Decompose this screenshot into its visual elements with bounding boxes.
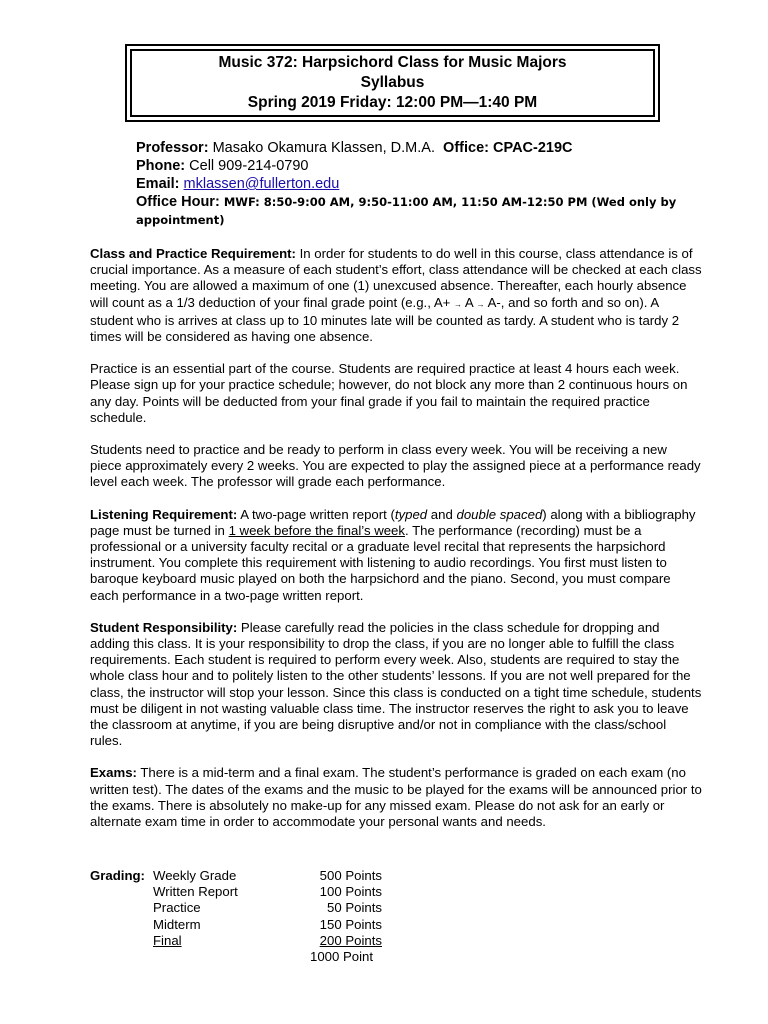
contact-block	[136, 139, 696, 229]
grading-item: Midterm	[153, 916, 201, 932]
listening-text-c: . The performance (recording) must be a professional or a university faculty recital or a graduate level recital that represents the harpsichord instrument. You complete this requirement with listening to audio recordings. You first must listen to baroque keyboard music played on both the harpsichord and the piano. Second, you must compare each performance in a two-page written report.	[90, 522, 671, 603]
listening-typed: typed	[394, 506, 428, 522]
perform-paragraph: Students need to practice and be ready to perform in class every week. You will be receiving a new piece approximately every 2 weeks. You are expected to play the assigned piece at a performance ready level each week. The professor will grade each performance.	[90, 442, 701, 490]
listening-deadline: 1 week before the final’s week	[228, 522, 405, 538]
arrow-icon: →	[453, 299, 462, 309]
responsibility-heading: Student Responsibility:	[90, 619, 238, 635]
document-type: Syllabus	[360, 74, 425, 91]
listening-heading: Listening Requirement:	[90, 506, 238, 522]
course-title: Music 372: Harpsichord Class for Music Majors	[218, 54, 567, 71]
responsibility-paragraph	[90, 620, 702, 750]
grading-points: 200 Points	[319, 932, 382, 948]
grading-points: 50 Points	[327, 900, 382, 916]
listening-and: and	[427, 506, 457, 522]
responsibility-text: Please carefully read the policies in the class schedule for dropping and adding this class. It is your responsibility to drop the class, if you are no longer able to fulfill the class requirements. Each student is required to perform every week. Also, students are required to stay the whole class hour and to politely listen to the other students’ lessons. If you are not well prepared for the class, the instructor will stop your lesson. Since this class is conducted on a tight time schedule, students must be diligent in not wasting valuable class time. The instructor reserves the right to ask you to leave the classroom at anytime, if you are being disruptive and/or not in compliance with the class/school rules.	[90, 619, 702, 749]
grading-row	[90, 868, 382, 884]
professor-label: Professor:	[136, 140, 209, 156]
listening-paragraph	[90, 507, 702, 604]
grading-item: Written Report	[153, 884, 238, 900]
email-label: Email:	[136, 176, 180, 192]
grading-item: Practice	[153, 900, 201, 916]
title-box-inner	[130, 49, 655, 117]
arrow-icon: →	[476, 299, 485, 309]
practice-paragraph: Practice is an essential part of the course. Students are required practice at least 4 hours each week. Please sign up for your practice schedule; however, do not block any more than 2 continuous hours on any day. Points will be deducted from your final grade if you fail to maintain the required practice schedule.	[90, 361, 688, 425]
title-box	[125, 44, 660, 122]
class-practice-text-b: A	[461, 294, 477, 310]
class-practice-text-c: A-, and so forth and so on). A student who is arrives at class up to 10 minutes late will be counted as tardy. A student who is tardy 2 times will be considered as having one absence.	[90, 294, 680, 345]
syllabus-body	[90, 246, 702, 846]
grading-item: Final	[153, 932, 182, 948]
office-value: CPAC-219C	[493, 140, 573, 156]
listening-text-a: A two-page written report (	[237, 506, 395, 522]
class-practice-text-a: In order for students to do well in this course, class attendance is of crucial importance. As a measure of each student’s effort, class attendance will be checked at each class meeting. You are allowed a maximum of one (1) unexcused absence. Thereafter, each hourly absence will count as a 1/3 deduction of your final grade point (e.g., A+	[90, 246, 702, 310]
phone-value: Cell 909-214-0790	[189, 158, 309, 174]
grading-points: 500 Points	[319, 868, 382, 883]
listening-text-b: ) along with a bibliography page must be turned in	[90, 506, 696, 538]
listening-double-spaced: double spaced	[456, 506, 543, 522]
office-hour-value: MWF: 8:50-9:00 AM, 9:50-11:00 AM, 11:50 AM-12:50 PM (Wed only by appointment)	[136, 195, 677, 227]
exams-heading: Exams:	[90, 765, 137, 781]
office-hour-label: Office Hour:	[136, 194, 220, 210]
grading-heading: Grading:	[90, 868, 145, 883]
grading-table	[90, 868, 382, 965]
exams-text: There is a mid-term and a final exam. The student’s performance is graded on each exam (no written test). The dates of the exams and the music to be played for the exams will be announced prior to the exams. There is absolutely no make-up for any missed exam. Please do not ask for an early or alternate exam time in order to accommodate your personal wants and needs.	[90, 765, 702, 830]
phone-label: Phone:	[136, 158, 186, 174]
grading-row	[90, 917, 382, 933]
exams-paragraph	[90, 765, 702, 830]
term-schedule: Spring 2019 Friday: 12:00 PM—1:40 PM	[247, 94, 538, 111]
class-practice-paragraph	[90, 246, 702, 345]
office-hour-line	[136, 193, 696, 229]
grading-item: Weekly Grade	[153, 868, 237, 883]
grading-row	[90, 900, 382, 916]
professor-name: Masako Okamura Klassen, D.M.A.	[212, 140, 435, 156]
email-link[interactable]: mklassen@fullerton.edu	[183, 176, 340, 192]
grading-total: 1000 Point	[310, 949, 374, 965]
office-label: Office:	[443, 140, 489, 156]
email-line	[136, 175, 696, 193]
grading-row	[90, 884, 382, 900]
grading-row	[90, 933, 382, 949]
class-practice-heading: Class and Practice Requirement:	[90, 246, 296, 261]
grading-points: 150 Points	[319, 916, 382, 932]
grading-points: 100 Points	[319, 884, 382, 900]
professor-line	[136, 139, 696, 157]
phone-line	[136, 157, 696, 175]
